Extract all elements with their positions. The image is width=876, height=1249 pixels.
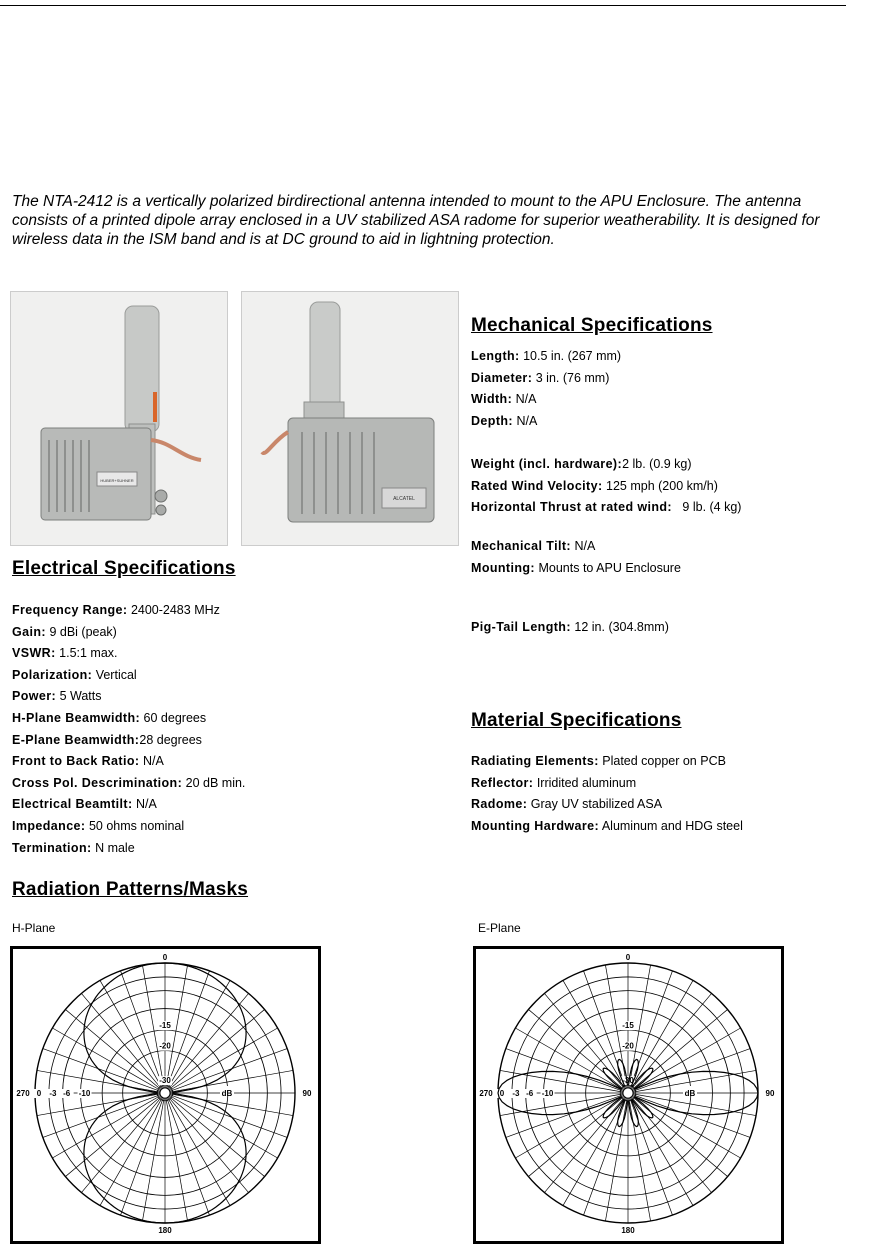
angle-label: 270 [16,1089,30,1098]
spec-length: Length: 10.5 in. (267 mm) [471,349,622,363]
radial-tick-label: -15 [159,1021,171,1031]
grid-center [623,1088,633,1098]
radial-tick-label: -20 [159,1041,171,1051]
spec-termination: Termination: N male [12,840,135,855]
material-specs-title: Material Specifications [471,710,682,731]
radiation-patterns-title: Radiation Patterns/Masks [12,879,249,900]
spec-gain: Gain: 9 dBi (peak) [12,624,117,639]
product-photo-rear [241,291,459,546]
photo1-label: HUBER+SUHNER [100,478,134,483]
angle-label: 90 [765,1089,775,1098]
mechanical-specs-group-2 [471,454,741,519]
angle-label: 180 [158,1226,172,1235]
h-plane-polar-chart [10,946,321,1244]
spec-vswr: VSWR: 1.5:1 max. [12,646,118,661]
spec-radome: Radome: Gray UV stabilized ASA [471,797,663,812]
spec-pigtail-length: Pig-Tail Length: 12 in. (304.8mm) [471,620,669,634]
radial-labels [32,1021,172,1098]
angle-label: 270 [479,1089,493,1098]
e-plane-polar-chart [473,946,784,1244]
e-plane-label: E-Plane [478,921,521,935]
radial-tick-label: -30 [159,1076,171,1086]
radial-tick-label: -10 [541,1089,554,1098]
spec-width: Width: N/A [471,392,537,407]
spec-h-plane-beamwidth: H-Plane Beamwidth: 60 degrees [12,710,207,725]
spec-mounting: Mounting: Mounts to APU Enclosure [471,560,681,575]
spec-horizontal-thrust: Horizontal Thrust at rated wind: 9 lb. (4 kg) [471,500,742,515]
spec-depth: Depth: N/A [471,413,538,428]
radial-tick-label: -20 [622,1041,634,1051]
radial-tick-label: 0 [499,1089,505,1098]
spec-e-plane-beamwidth: E-Plane Beamwidth:28 degrees [12,732,202,747]
polar-grid [35,963,295,1223]
spec-mechanical-tilt: Mechanical Tilt: N/A [471,539,596,553]
mechanical-specs-group-4 [471,617,669,639]
radial-tick-label: -15 [622,1021,634,1031]
angle-label: 0 [625,953,631,962]
unit-label: dB [684,1089,696,1098]
spec-frequency-range: Frequency Range: 2400-2483 MHz [12,603,220,617]
angle-label: 180 [621,1226,635,1235]
angle-label: 90 [302,1089,312,1098]
radial-tick-label: -10 [78,1089,91,1098]
intro-paragraph: The NTA-2412 is a vertically polarized birdirectional antenna intended to mount to the APU Enclosure. The antenna consists of a printed dipole array enclosed in a UV stabilized ASA radome for superior weatherability. It is designed for wireless data in the ISM band and is at DC ground to aid in lightning protection. [12,193,820,248]
h-plane-label: H-Plane [12,921,56,935]
spec-electrical-beamtilt: Electrical Beamtilt: N/A [12,797,157,812]
electrical-specs-list [12,600,245,859]
grid-center [160,1088,170,1098]
radial-tick-label: -6 [526,1089,534,1098]
material-specs-list [471,751,743,837]
radial-tick-label: -6 [63,1089,71,1098]
mechanical-specs-group-1 [471,346,621,432]
radial-tick-label: 0 [36,1089,42,1098]
polar-grid [498,963,758,1223]
spec-weight: Weight (incl. hardware):2 lb. (0.9 kg) [471,457,692,471]
spec-front-to-back: Front to Back Ratio: N/A [12,754,164,769]
unit-label: dB [221,1089,233,1098]
radial-tick-label: -3 [49,1089,57,1098]
mechanical-specs-title: Mechanical Specifications [471,315,713,336]
spec-radiating-elements: Radiating Elements: Plated copper on PCB [471,754,726,768]
radial-tick-label: -30 [622,1076,634,1086]
radial-tick-label: -3 [512,1089,520,1098]
product-photo-front [10,291,228,546]
spec-reflector: Reflector: Irridited aluminum [471,775,637,790]
angle-label: 0 [162,953,168,962]
page-top-rule [0,5,846,6]
spec-power: Power: 5 Watts [12,689,102,704]
spec-cross-pol: Cross Pol. Descrimination: 20 dB min. [12,775,246,790]
spec-impedance: Impedance: 50 ohms nominal [12,818,185,833]
spec-diameter: Diameter: 3 in. (76 mm) [471,370,610,385]
spec-polarization: Polarization: Vertical [12,667,137,682]
mechanical-specs-group-3 [471,536,681,579]
spec-wind-velocity: Rated Wind Velocity: 125 mph (200 km/h) [471,478,718,493]
electrical-specs-title: Electrical Specifications [12,558,236,579]
spec-mounting-hardware: Mounting Hardware: Aluminum and HDG steel [471,818,743,833]
photo2-label: ALCATEL [393,496,415,502]
